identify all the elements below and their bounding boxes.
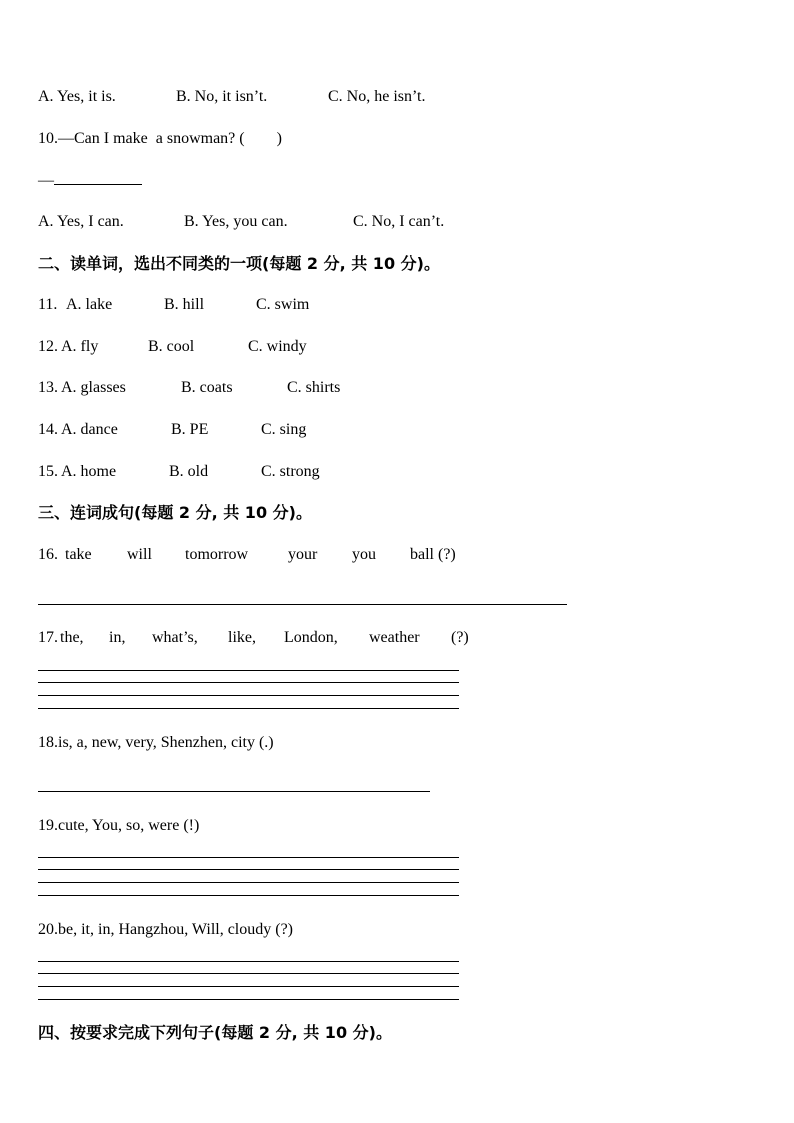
q9-option-a: A. Yes, it is. xyxy=(38,88,116,105)
q14-option-c: C. sing xyxy=(261,421,307,438)
q17-answer-line xyxy=(38,708,459,709)
q20-words: be, it, in, Hangzhou, Will, cloudy (?) xyxy=(58,921,294,938)
q16-answer-line xyxy=(38,604,567,605)
q20-answer-line xyxy=(38,986,459,987)
q18 xyxy=(38,733,274,753)
q12-number: 12. xyxy=(38,338,58,355)
section3-title: 三、连词成句(每题 2 分, 共 10 分)。 xyxy=(38,503,312,522)
q10-option-a: A. Yes, I can. xyxy=(38,213,124,230)
q15-number: 15. xyxy=(38,463,58,480)
q9-option-b: B. No, it isn’t. xyxy=(176,88,268,105)
q17-word: (?) xyxy=(451,629,469,646)
q16-word: will xyxy=(127,546,152,563)
q17-word: the, xyxy=(60,629,84,646)
section4-title: 四、按要求完成下列句子(每题 2 分, 共 10 分)。 xyxy=(38,1023,392,1042)
q19-number: 19. xyxy=(38,817,58,834)
q13-option-b: B. coats xyxy=(181,379,233,396)
q17-word: in, xyxy=(109,629,126,646)
q18-answer-line xyxy=(38,791,430,792)
q10-stem: 10.—Can I make a snowman? ( ) xyxy=(38,130,282,147)
section2-title: 二、读单词，选出不同类的一项(每题 2 分, 共 10 分)。 xyxy=(38,254,440,273)
q12-option-a: A. fly xyxy=(61,338,99,355)
q19-words: cute, You, so, were (!) xyxy=(58,817,200,834)
q20 xyxy=(38,920,293,940)
q18-words: is, a, new, very, Shenzhen, city (.) xyxy=(58,734,274,751)
q14-option-a: A. dance xyxy=(61,421,118,438)
q17-word: like, xyxy=(228,629,256,646)
q17-answer-line xyxy=(38,670,459,671)
q17-word: London, xyxy=(284,629,338,646)
q17-answer-line xyxy=(38,695,459,696)
q16-word: ball (?) xyxy=(410,546,456,563)
q16-word: you xyxy=(352,546,376,563)
q20-answer-line xyxy=(38,973,459,974)
q19-answer-line xyxy=(38,869,459,870)
q20-number: 20. xyxy=(38,921,58,938)
q12-option-b: B. cool xyxy=(148,338,195,355)
q16-word: tomorrow xyxy=(185,546,249,563)
q14-option-b: B. PE xyxy=(171,421,209,438)
q13-option-c: C. shirts xyxy=(287,379,341,396)
q15-option-a: A. home xyxy=(61,463,117,480)
q11-number: 11. xyxy=(38,296,58,313)
q17-word: what’s, xyxy=(152,629,198,646)
q10-blank xyxy=(54,170,142,185)
q17-answer-line xyxy=(38,682,459,683)
q12-option-c: C. windy xyxy=(248,338,307,355)
q10-option-b: B. Yes, you can. xyxy=(184,213,288,230)
q19-answer-line xyxy=(38,895,459,896)
q16-word: take xyxy=(65,546,92,563)
q11-option-b: B. hill xyxy=(164,296,205,313)
q13-number: 13. xyxy=(38,379,58,396)
q15-option-b: B. old xyxy=(169,463,209,480)
q17-word: weather xyxy=(369,629,420,646)
q15-option-c: C. strong xyxy=(261,463,320,480)
q19-answer-line xyxy=(38,857,459,858)
q9-option-c: C. No, he isn’t. xyxy=(328,88,426,105)
q14-number: 14. xyxy=(38,421,58,438)
q10-dash: — xyxy=(38,172,54,189)
q11-option-a: A. lake xyxy=(66,296,113,313)
q16-number: 16. xyxy=(38,546,58,563)
q20-answer-line xyxy=(38,999,459,1000)
q19-answer-line xyxy=(38,882,459,883)
q18-number: 18. xyxy=(38,734,58,751)
q10-answer-line xyxy=(38,170,142,191)
q16-word: your xyxy=(288,546,318,563)
q10-option-c: C. No, I can’t. xyxy=(353,213,445,230)
q13-option-a: A. glasses xyxy=(61,379,126,396)
q17-number: 17. xyxy=(38,629,58,646)
q19 xyxy=(38,816,199,836)
q11-option-c: C. swim xyxy=(256,296,310,313)
q20-answer-line xyxy=(38,961,459,962)
